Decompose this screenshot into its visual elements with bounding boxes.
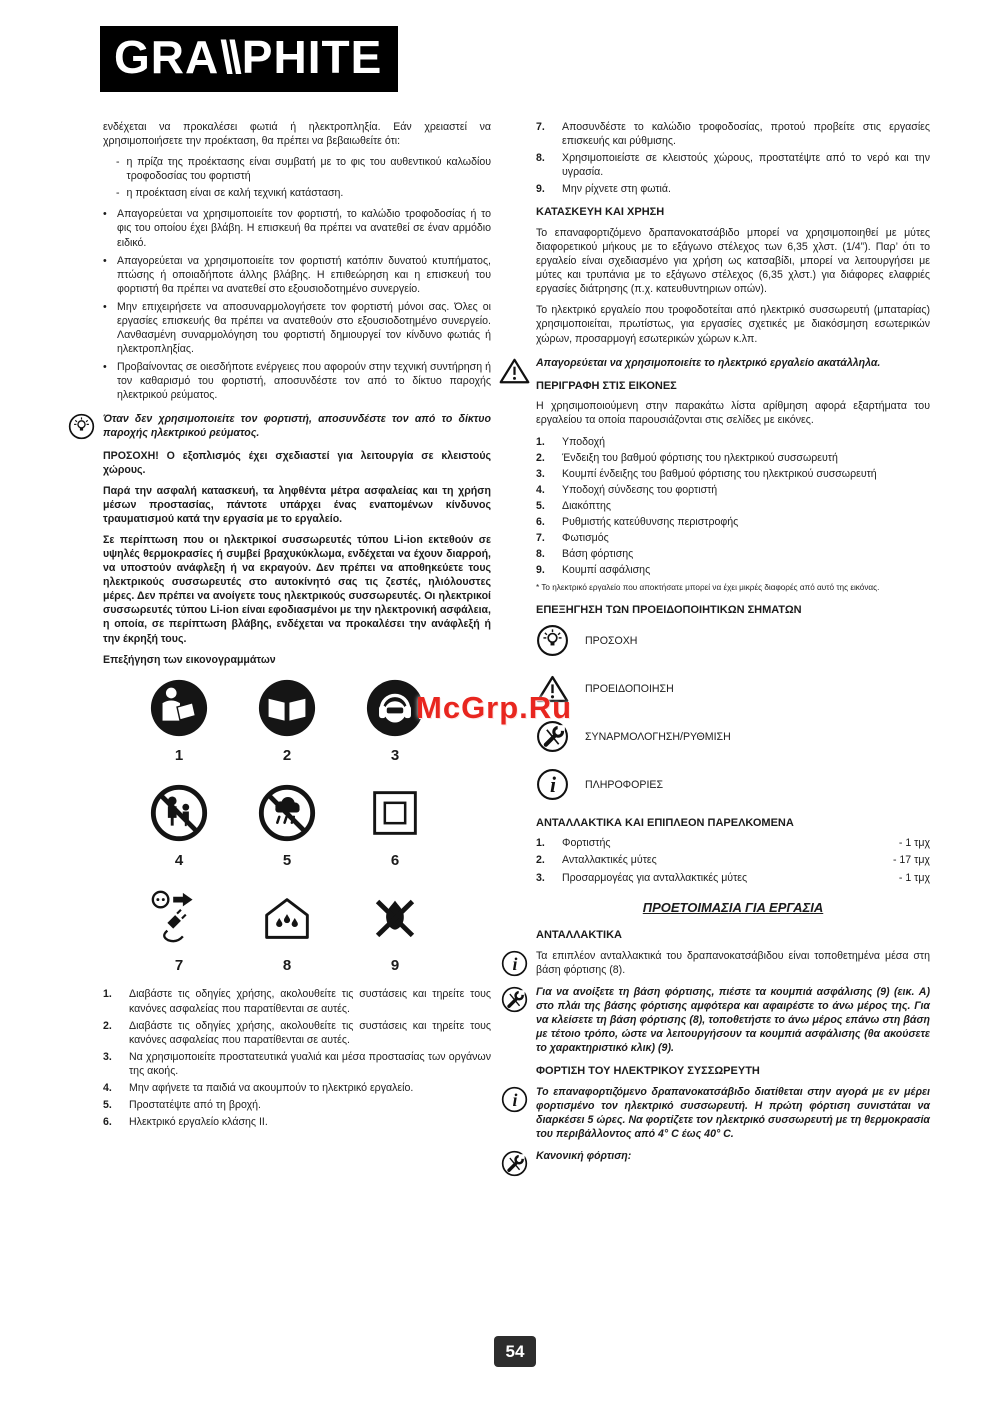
page-number: 54 [494,1336,536,1367]
item-text: Διαβάστε τις οδηγίες χρήσης, ακολουθείτε τις συστάσεις και τηρείτε τους κανόνες ασφαλείας που παρατίθενται σε αυτές. [129,988,491,1015]
pictogram-4 [148,782,210,871]
pictogram-6 [364,782,426,871]
bullet-item-text: Απαγορεύεται να χρησιμοποιείτε τον φορτιστή, το καλώδιο τροφοδοσίας ή το φις του οποίου έχει βλάβη. Η επισκευή θα πρέπει να ανατεθεί σε έναν αρμόδιο ειδικό. [117,208,491,249]
unplug-before-service-icon [148,887,210,949]
open-base-instructions-note [536,985,930,1055]
graphite-logo [100,26,398,92]
item-text: Αποσυνδέστε το καλώδιο τροφοδοσίας, προτού προβείτε στις εργασίες επισκευής και ρύθμισης. [562,121,930,148]
part-item [536,451,930,465]
part-item [536,563,930,577]
open-base-instructions: Για να ανοίξετε τη βάση φόρτισης, πιέστε τα κουμπιά ασφάλισης (9) (εικ. A) στο πλάι της βάσης φόρτισης αμφότερα και αφαιρέστε το άνω μέρος της. Για να κλείσετε τη βάση φόρτισης (8), τοποθετήστε το άνω μέρος επάνω στη βάση με τέτοιο τρόπο, ώστε να λειτουργήσουν τα κουμπιά ασφάλισης (θα ακούσετε το χαρακτηριστικό κλικ) (9). [536,985,930,1054]
legend-label: ΣΥΝΑΡΜΟΛΟΓΗΣΗ/ΡΥΘΜΙΣΗ [585,730,731,743]
keep-children-away-icon [148,782,210,844]
pictogram-number: 3 [390,746,400,764]
accessory-row [536,871,930,885]
list-item [103,987,491,1015]
dash-marker: - [116,156,120,169]
item-number: 1. [103,988,112,1001]
part-name: Ρυθμιστής κατεύθυνσης περιστροφής [562,515,739,528]
info-icon [501,950,528,977]
item-text: Να χρησιμοποιείτε προστατευτικά γυαλιά και μέσα προστασίας των οργάνων της ακοής. [129,1050,491,1077]
pictogram-number: 2 [282,746,292,764]
pictogram-number: 8 [282,956,292,974]
legend-label: ΠΛΗΡΟΦΟΡΙΕΣ [585,778,663,791]
pictogram-number: 5 [282,851,292,869]
construction-paragraph: Το ηλεκτρικό εργαλείο που τροφοδοτείται από ηλεκτρικό συσσωρευτή (μπαταρίας) χρησιμοποιείται, πρωτίστως, για εργασίες σχετικές με διακόσμηση εσωτερικών χώρων, προσαρμογή εσωτερικών χώρων κ.λπ. [536,304,930,345]
part-number: 9. [536,564,545,577]
bullet-item [103,300,491,356]
info-icon [536,768,569,801]
pictogram-description-list [103,987,491,1129]
bullet-item-text: Μην επιχειρήσετε να αποσυναρμολογήσετε τον φορτιστή μόνοι σας. Όλες οι εργασίες επισκευής θα πρέπει να ανατεθούν στο εξουσιοδοτημένο συνεργείο. Λανθασμένη συναρμολόγηση του φορτιστή δημιουργεί τον κίνδυνο φωτιάς ή ηλεκτροπληξίας. [117,300,491,356]
dash-item-text: η προέκταση είναι σε καλή τεχνική κατάσταση. [126,187,344,200]
item-text: Διαβάστε τις οδηγίες χρήσης, ακολουθείτε τις συστάσεις και τηρείτε τους κανόνες ασφαλείας που παρατίθενται σε αυτές. [129,1019,491,1046]
list-item [103,1115,491,1129]
bullet-marker: • [103,254,107,267]
section-heading-accessories: ΑΝΤΑΛΛΑΚΤΙΚΑ ΚΑΙ ΕΠΙΠΛΕΟΝ ΠΑΡΕΛΚΟΜΕΝΑ [536,816,794,829]
list-item [103,1098,491,1112]
part-item [536,547,930,561]
charging-text: Το επαναφορτιζόμενο δραπανοκατσάβιδο διατίθεται στην αγορά με εν μέρει φορτισμένο τον ηλεκτρικό συσσωρευτή. Η πρώτη φόρτιση συνιστάται να διαρκέσει 5 ώρες. Να φορτίζετε τον ηλεκτρικό συσσωρευτή με τη θερμοκρασία του περιβάλλοντος από 4° C έως 40° C. [536,1085,930,1140]
pictogram-number: 6 [390,851,400,869]
pictogram-number: 4 [174,851,184,869]
part-name: Υποδοχή σύνδεσης του φορτιστή [562,483,718,496]
bulb-icon [536,624,569,657]
bullet-marker: • [103,361,107,374]
part-number: 5. [536,499,545,512]
misuse-warning-note [536,356,930,370]
legend-attention [536,624,930,658]
item-text: Χρησιμοποιείστε σε κλειστούς χώρους, προστατέψτε από το νερό και την υγρασία. [562,152,930,179]
item-text: Μην ρίχνετε στη φωτιά. [562,183,671,196]
bullet-item [103,254,491,296]
bullet-item-text: Προβαίνοντας σε οιεσδήποτε ενέργειες που αφορούν στην τεχνική συντήρηση ή τον καθαρισμό του φορτιστή, αποσυνδέστε τον από το δίκτυο παροχής ηλεκτρικού ρεύματος. [117,361,491,402]
part-name: Διακόπτης [562,499,611,512]
pictogram-section-title: Επεξήγηση των εικονογραμμάτων [103,653,276,666]
legend-assembly [536,720,930,754]
pictogram-8 [256,887,318,976]
part-item [536,531,930,545]
pictogram-1 [148,677,210,766]
item-text: Προστατέψτε από τη βροχή. [129,1099,261,1112]
list-item [536,151,930,179]
attention-paragraph: ΠΡΟΣΟΧΗ! Ο εξοπλισμός έχει σχεδιαστεί για λειτουργία σε κλειστούς χώρους. [103,449,491,476]
construction-paragraph: Το επαναφορτιζόμενο δραπανοκατσάβιδο μπορεί να χρησιμοποιηθεί με μύτες διαφορετικού μήκους με το εξάγωνο στέλεχος των 6,35 χλστ. (1/4”). Παρ’ ότι το εργαλείο είναι σχεδιασμένο για χρήση ως κατσαβίδι, μπορεί να λειτουργήσει με μύτες και τρυπάνια με το εξάγωνο στέλεχος (6,35 χλστ.) για διάφορες ελαφριές εργασίες διάτρησης (π.χ. κατευθυντηριων οπών). [536,227,930,296]
bulb-icon [68,413,95,440]
legend-warning [536,672,930,706]
bullet-marker: • [103,208,107,221]
residual-risk-paragraph: Παρά την ασφαλή κατασκευή, τα ληφθέντα μέτρα ασφαλείας και τη χρήση μέσων προστασίας, πάντοτε υπάρχει ένας εναπομένων κίνδυνος τραυματισμού κατά την εργασία με το εργαλείο. [103,484,491,525]
list-item [536,120,930,148]
accessory-name: Προσαρμογέας για ανταλλακτικές μύτες [562,871,748,884]
part-name: Υποδοχή [562,435,606,448]
item-number: 7. [536,121,545,133]
parts-list [536,435,930,578]
part-item [536,467,930,481]
item-number: 9. [536,183,545,196]
section-heading-charging: ΦΟΡΤΙΣΗ ΤΟΥ ΗΛΕΚΤΡΙΚΟΥ ΣΥΣΣΩΡΕΥΤΗ [536,1065,760,1078]
open-book-icon [256,677,318,739]
part-number: 2. [536,451,545,464]
image-difference-footnote: * Το ηλεκτρικό εργαλείο που αποκτήσατε μπορεί να έχει μικρές διαφορές από αυτό της εικόνας. [536,583,880,593]
part-item [536,499,930,513]
part-name: Κουμπί ένδειξης του βαθμού φόρτισης του ηλεκτρικού συσσωρευτή [562,467,877,480]
bullet-item [103,207,491,249]
class-ii-icon [364,782,426,844]
accessory-name: Ανταλλακτικές μύτες [562,854,657,867]
dash-item [103,155,491,183]
accessory-number: 3. [536,871,545,884]
section-heading-spare-parts: ΑΝΤΑΛΛΑΚΤΙΚΑ [536,928,622,941]
accessory-row [536,836,930,850]
accessory-qty: - 17 τμχ [892,854,930,867]
accessory-number: 2. [536,854,545,867]
list-item [536,182,930,196]
legend-label: ΠΡΟΣΟΧΗ [585,634,638,647]
part-name: Κουμπί ασφάλισης [562,564,651,577]
left-column [103,120,491,1135]
warning-symbols-legend [536,624,930,802]
item-number: 3. [103,1050,112,1063]
warning-triangle-icon [499,357,530,385]
accessory-row [536,853,930,867]
pictogram-number: 9 [390,956,400,974]
info-icon [501,1086,528,1113]
item-number: 8. [536,152,545,165]
pictogram-number: 1 [174,746,184,764]
item-number: 2. [103,1019,112,1032]
dash-item-text: η πρίζα της προέκτασης είναι συμβατή με το φις του αυθεντικού καλωδίου τροφοδοσίας του φορτιστή [126,156,491,183]
read-manual-icon [148,677,210,739]
note-unplug-charger [103,412,491,440]
warning-text: Απαγορεύεται να χρησιμοποιείτε το ηλεκτρικό εργαλείο ακατάλληλα. [536,356,881,369]
right-column [536,120,930,1171]
item-text: Μην αφήνετε τα παιδιά να ακουμπούν το ηλεκτρικό εργαλείο. [129,1081,414,1094]
section-heading-construction: ΚΑΤΑΣΚΕΥΗ ΚΑΙ ΧΡΗΣΗ [536,206,665,219]
logo-text-right: PHITE [241,31,383,83]
intro-paragraph: ενδέχεται να προκαλέσει φωτιά ή ηλεκτροπληξία. Εάν χρειαστεί να χρησιμοποιήσετε την προέκταση, θα πρέπει να βεβαιωθείτε ότι: [103,121,491,148]
note-text: Όταν δεν χρησιμοποιείτε τον φορτιστή, αποσυνδέστε τον από το δίκτυο παροχής ηλεκτρικού ρεύματος. [103,413,491,440]
pictogram-description-continued [536,120,930,196]
part-item [536,515,930,529]
dash-marker: - [116,187,120,200]
liion-warning-paragraph: Σε περίπτωση που οι ηλεκτρικοί συσσωρευτές τύπου Li-ion εκτεθούν σε υψηλές θερμοκρασίες ή συμβεί βραχυκύκλωμα, ενδέχεται να έχουν διαρροή, να υποστούν ανάφλεξη ή να εκραγούν. Δεν πρέπει να αποθηκεύετε τους ηλεκτρικούς συσσωρευτές στο αυτοκίνητό σας τις ζεστές, ηλιόλουστες μέρες. Δεν πρέπει να ανοίγετε τους ηλεκτρικούς συσσωρευτές. Οι ηλεκτρικοί συσσωρευτές τύπου Li-ion είναι εφοδιασμένοι με την ηλεκτρονική ασφάλεια, η οποία, σε περίπτωση βλάβης, ενδέχεται να προκαλέσει την ανάφλεξή ή την έκρηξή τους. [103,533,491,645]
list-item [103,1019,491,1047]
part-item [536,483,930,497]
legend-label: ΠΡΟΕΙΔΟΠΟΙΗΣΗ [585,682,674,695]
spare-parts-text: Τα επιπλέον ανταλλακτικά του δραπανοκατσάβιδου είναι τοποθετημένα μέσα στη βάση φόρτισης (8). [536,949,930,976]
pictogram-number: 7 [174,956,184,974]
item-number: 4. [103,1081,112,1094]
normal-charge-label: Κανονική φόρτιση: [536,1149,632,1162]
charging-info-note [536,1085,930,1141]
section-heading-symbols: ΕΠΕΞΗΓΗΣΗ ΤΩΝ ΠΡΟΕΙΔΟΠΟΙΗΤΙΚΩΝ ΣΗΜΑΤΩΝ [536,604,802,617]
item-number: 6. [103,1116,112,1129]
part-number: 6. [536,515,545,528]
legend-information [536,768,930,802]
watermark: McGrp.Ru [416,690,573,725]
pictogram-2 [256,677,318,766]
part-number: 8. [536,548,545,561]
wrench-icon [501,986,528,1013]
description-intro: Η χρησιμοποιούμενη στην παρακάτω λίστα αρίθμηση αφορά εξαρτήματα του εργαλείου τα οποία παρουσιάζονται στις σελίδες με εικόνες. [536,400,930,427]
part-name: Βάση φόρτισης [562,548,634,561]
bullet-item [103,360,491,402]
part-number: 3. [536,467,545,480]
item-number: 5. [103,1099,112,1112]
bullet-item-text: Απαγορεύεται να χρησιμοποιείτε τον φορτιστή κατόπιν δυνατού κτυπήματος, πτώσης ή οποιαδήποτε άλλης βλάβης. Η επιθεώρηση και η επισκευή του φορτιστή θα πρέπει να ανατεθεί στο εξουσιοδοτημένο συνεργείο. [117,254,491,295]
do-not-burn-icon [364,887,426,949]
logo-slashes-mark: \\ [220,31,238,83]
accessory-qty: - 1 τμχ [898,871,930,884]
bullet-marker: • [103,300,107,313]
part-number: 1. [536,435,545,448]
indoor-use-protect-water-icon [256,887,318,949]
section-heading-preparation: ΠΡΟΕΤΟΙΜΑΣΙΑ ΓΙΑ ΕΡΓΑΣΙΑ [642,899,824,915]
dash-item [103,186,491,200]
pictogram-9 [364,887,426,976]
list-item [103,1081,491,1095]
item-text: Ηλεκτρικό εργαλείο κλάσης II. [129,1116,268,1129]
part-name: Ένδειξη του βαθμού φόρτισης του ηλεκτρικού συσσωρευτή [562,451,838,464]
accessory-qty: - 1 τμχ [898,837,930,850]
part-number: 4. [536,483,545,496]
accessories-list [536,836,930,884]
part-item [536,435,930,449]
accessory-number: 1. [536,837,545,850]
spare-parts-info-note [536,949,930,977]
pictogram-7 [148,887,210,976]
part-name: Φωτισμός [562,531,609,544]
wrench-icon [501,1150,528,1177]
part-number: 7. [536,531,545,544]
section-heading-description: ΠΕΡΙΓΡΑΦΗ ΣΤΙΣ ΕΙΚΟΝΕΣ [536,379,677,392]
pictogram-5 [256,782,318,871]
list-item [103,1050,491,1078]
protect-from-rain-icon [256,782,318,844]
accessory-name: Φορτιστής [562,837,611,850]
normal-charge-note [536,1149,930,1163]
logo-text-left: GRA [114,31,220,83]
